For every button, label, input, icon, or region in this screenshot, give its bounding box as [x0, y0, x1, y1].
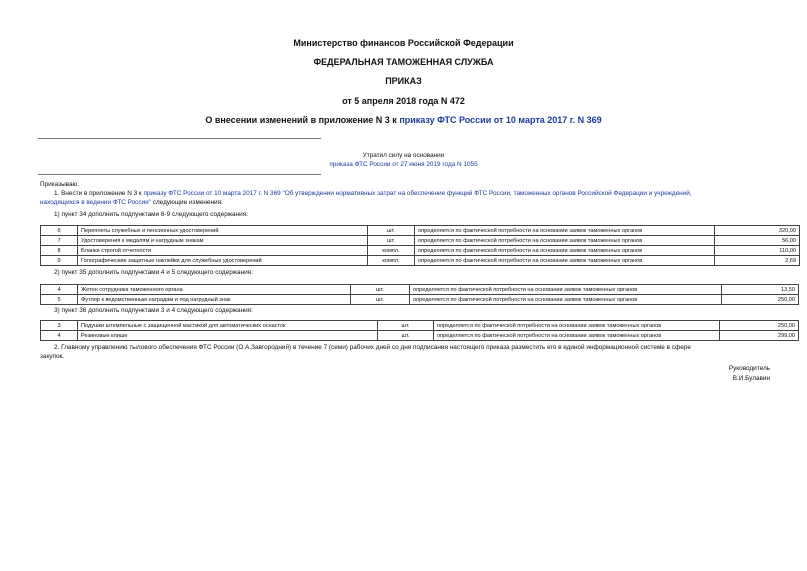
document-type: ПРИКАЗ: [385, 76, 422, 86]
table-row: [41, 226, 800, 236]
table-3: [40, 320, 799, 341]
row-number: 7: [41, 236, 78, 246]
item-name: Бланки строгой отчетности: [78, 246, 368, 256]
item-name: Удостоверения к медалям и нагрудным знакам: [78, 236, 368, 246]
item-basis: определяется по фактической потребности на основании заявок таможенных органов: [415, 236, 715, 246]
row-number: 5: [41, 295, 78, 305]
item-name: Жетон сотрудника таможенного органа: [78, 285, 351, 295]
table-row: [41, 295, 799, 305]
item-price: 320,00: [715, 226, 800, 236]
item-basis: определяется по фактической потребности на основании заявок таможенных органов: [410, 285, 722, 295]
paragraph-1-cont: [40, 199, 223, 208]
item-price: 299,00: [720, 331, 799, 341]
row-number: 4: [41, 285, 78, 295]
item-price: 13,50: [722, 285, 799, 295]
table-2: [40, 284, 799, 305]
item-basis: определяется по фактической потребности на основании заявок таможенных органов: [434, 331, 720, 341]
table-row: [41, 321, 799, 331]
item-unit: шт.: [368, 236, 415, 246]
row-number: 4: [41, 331, 78, 341]
signature-position: Руководитель: [728, 365, 770, 372]
service-name: ФЕДЕРАЛЬНАЯ ТАМОЖЕННАЯ СЛУЖБА: [313, 57, 494, 67]
status-line-1: Утратил силу на основании: [362, 152, 445, 159]
p1-link[interactable]: приказу ФТС России от 10 марта 2017 г. N 369 "Об утверждении нормативных затрат на обеспечение функций ФТС России, таможенных органов Российской Федерации и учреждений,: [143, 190, 692, 197]
title-link[interactable]: приказу ФТС России от 10 марта 2017 г. N 369: [399, 115, 602, 125]
signature-name: В.И.Булавин: [732, 375, 770, 382]
item-basis: определяется по фактической потребности на основании заявок таможенных органов: [415, 246, 715, 256]
item-name: Переплеты служебных и пенсионных удостоверений: [78, 226, 368, 236]
table-row: [41, 236, 800, 246]
item-price: 250,00: [722, 295, 799, 305]
ministry-name: Министерство финансов Российской Федерации: [293, 38, 514, 48]
item-basis: определяется по фактической потребности на основании заявок таможенных органов: [434, 321, 720, 331]
document-title: [0, 115, 807, 125]
item-unit: шт.: [351, 285, 410, 295]
item-2: 2) пункт 35 дополнить подпунктами 4 и 5 следующего содержания:: [54, 269, 253, 276]
table-row: [41, 246, 800, 256]
divider-top: [38, 138, 321, 139]
item-unit: шт.: [368, 226, 415, 236]
paragraph-1: [54, 190, 774, 199]
row-number: 8: [41, 246, 78, 256]
p1-start: 1. Внести в приложение N 3 к: [54, 190, 144, 197]
item-unit: компл.: [368, 246, 415, 256]
item-price: 250,00: [720, 321, 799, 331]
item-basis: определяется по фактической потребности на основании заявок таможенных органов: [415, 226, 715, 236]
table-row: [41, 256, 800, 266]
item-name: Резиновые клише: [78, 331, 378, 341]
item-basis: определяется по фактической потребности на основании заявок таможенных органов: [410, 295, 722, 305]
item-name: Футляр к ведомственным наградам и под нагрудный знак: [78, 295, 351, 305]
status-link[interactable]: приказа ФТС России от 27 июня 2019 года N 1055: [329, 161, 478, 168]
paragraph-2: 2. Главному управлению тылового обеспечения ФТС России (О.А.Завгородний) в течение 7 (семи) рабочих дней со дня подписания настоящего приказа разместить его в единой информационной системе в сфере: [54, 344, 691, 351]
item-3: 3) пункт 36 дополнить подпунктами 3 и 4 следующего содержания:: [54, 307, 253, 314]
item-unit: шт.: [351, 295, 410, 305]
title-prefix: О внесении изменений в приложение N 3 к: [205, 115, 400, 125]
item-price: 110,00: [715, 246, 800, 256]
document-date-number: от 5 апреля 2018 года N 472: [342, 96, 465, 106]
item-price: 56,00: [715, 236, 800, 246]
intro-text: Приказываю:: [40, 181, 80, 188]
item-name: Подушки штемпельные с защищенной мастикой для автоматических оснасток: [78, 321, 378, 331]
item-unit: шт.: [378, 321, 434, 331]
p1-link-cont[interactable]: находящихся в ведении ФТС России": [40, 199, 151, 206]
item-unit: шт.: [378, 331, 434, 341]
item-price: 2,69: [715, 256, 800, 266]
table-row: [41, 331, 799, 341]
row-number: 3: [41, 321, 78, 331]
item-1: 1) пункт 34 дополнить подпунктами 6-9 следующего содержания:: [54, 211, 248, 218]
table-1: [40, 225, 800, 266]
item-name: Голографические защитные наклейки для служебных удостоверений: [78, 256, 368, 266]
divider-bottom: [38, 174, 321, 175]
item-basis: определяется по фактической потребности на основании заявок таможенных органов: [415, 256, 715, 266]
p1-end: следующие изменения:: [150, 199, 223, 206]
table-row: [41, 285, 799, 295]
row-number: 6: [41, 226, 78, 236]
row-number: 9: [41, 256, 78, 266]
item-unit: компл.: [368, 256, 415, 266]
paragraph-2-cont: закупок.: [40, 353, 65, 360]
